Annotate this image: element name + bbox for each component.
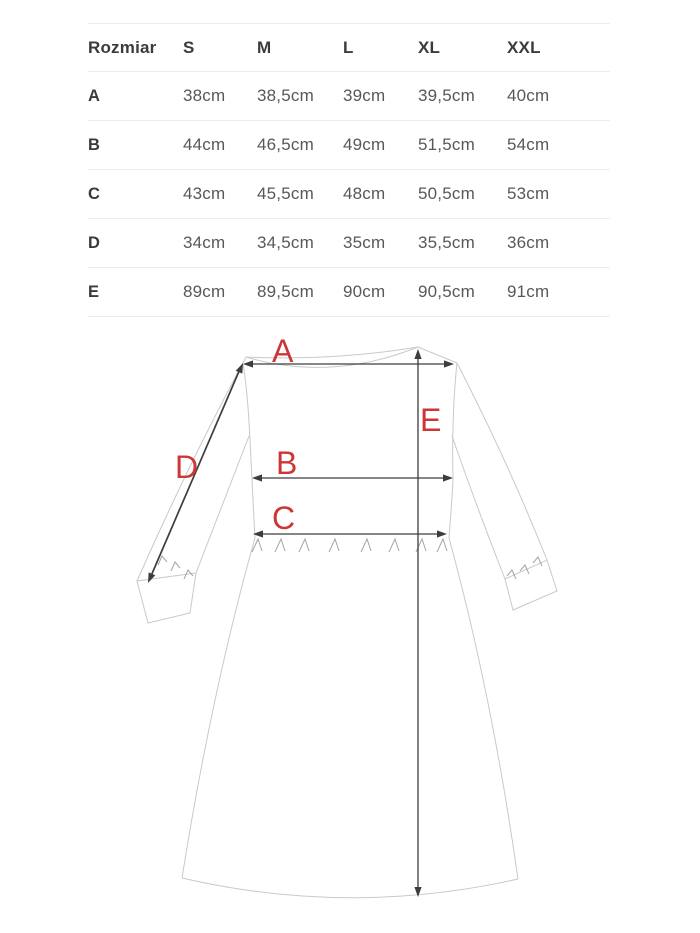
right-shoulder-seam [418, 347, 457, 363]
arrowhead-c-right [437, 530, 447, 537]
value-d-xxl: 36cm [507, 233, 550, 252]
dress-outline [137, 347, 557, 898]
arrowhead-e-top [414, 349, 421, 359]
column-header-xxl: XXL [507, 37, 541, 57]
value-c-xl: 50,5cm [418, 184, 475, 203]
left-shoulder-seam [243, 357, 246, 363]
value-c-m: 45,5cm [257, 184, 314, 203]
value-d-xl: 35,5cm [418, 233, 475, 252]
skirt-hem [182, 878, 518, 898]
measure-label-b: B [276, 445, 298, 481]
value-a-xxl: 40cm [507, 86, 550, 105]
value-c-s: 43cm [183, 184, 226, 203]
value-c-xxl: 53cm [507, 184, 550, 203]
value-b-m: 46,5cm [257, 135, 314, 154]
value-e-xl: 90,5cm [418, 282, 475, 301]
bodice-left-side [243, 363, 255, 538]
left-sleeve-inner-seam [196, 436, 249, 573]
measurement-arrows [151, 358, 445, 888]
right-sleeve-cuff [505, 560, 557, 610]
row-label-e: E [88, 282, 100, 301]
left-sleeve-cuff [137, 573, 196, 623]
value-e-m: 89,5cm [257, 282, 314, 301]
column-header-s: S [183, 37, 195, 57]
bodice-right-side [449, 363, 457, 538]
value-b-s: 44cm [183, 135, 226, 154]
value-b-xl: 51,5cm [418, 135, 475, 154]
skirt-left-side [182, 538, 255, 878]
measure-label-d: D [175, 449, 199, 485]
value-b-l: 49cm [343, 135, 386, 154]
column-header-l: L [343, 37, 354, 57]
value-b-xxl: 54cm [507, 135, 550, 154]
measure-label-a: A [272, 333, 294, 369]
column-header-m: M [257, 37, 272, 57]
right-sleeve-outer-seam [457, 363, 547, 560]
arrowhead-a-left [243, 360, 253, 367]
column-header-rozmiar: Rozmiar [88, 37, 157, 57]
arrowheads [145, 349, 454, 897]
arrowhead-b-left [252, 474, 262, 481]
row-label-b: B [88, 135, 100, 154]
measure-label-e: E [420, 402, 442, 438]
value-c-l: 48cm [343, 184, 386, 203]
arrowhead-b-right [443, 474, 453, 481]
value-e-xxl: 91cm [507, 282, 550, 301]
value-d-l: 35cm [343, 233, 386, 252]
value-d-m: 34,5cm [257, 233, 314, 252]
row-label-a: A [88, 86, 100, 105]
value-a-m: 38,5cm [257, 86, 314, 105]
gather-marks [158, 539, 542, 579]
value-a-l: 39cm [343, 86, 386, 105]
value-e-s: 89cm [183, 282, 226, 301]
value-d-s: 34cm [183, 233, 226, 252]
value-a-s: 38cm [183, 86, 226, 105]
value-e-l: 90cm [343, 282, 386, 301]
measure-label-c: C [272, 500, 296, 536]
right-sleeve-inner-seam [452, 436, 505, 579]
row-label-d: D [88, 233, 100, 252]
row-label-c: C [88, 184, 100, 203]
value-a-xl: 39,5cm [418, 86, 475, 105]
column-header-xl: XL [418, 37, 441, 57]
